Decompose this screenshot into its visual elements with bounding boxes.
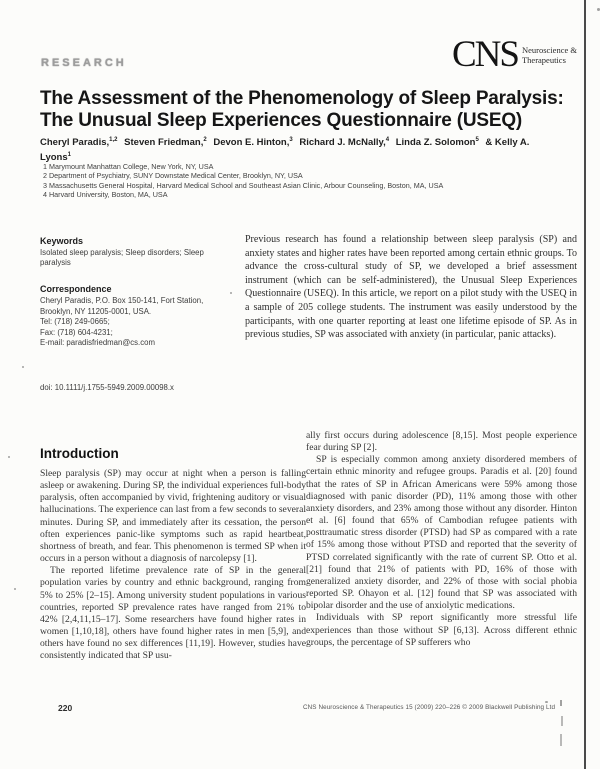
article-title	[40, 88, 570, 132]
doi-line: doi: 10.1111/j.1755-5949.2009.00098.x	[40, 383, 174, 392]
author-name: Devon E. Hinton,$^3$	[213, 137, 293, 149]
keywords-heading: Keywords	[40, 236, 84, 246]
body-column-right	[306, 430, 577, 649]
affiliation-line: 2 Department of Psychiatry, SUNY Downstate Medical Center, Brooklyn, NY, USA	[43, 171, 303, 181]
journal-name-line1: Neuroscience &	[521, 45, 577, 55]
scan-speck	[14, 588, 16, 590]
body-column-left	[40, 446, 306, 663]
journal-logo-acronym: CNS	[452, 34, 518, 75]
affiliation-line: 3 Massachusetts General Hospital, Harvard Medical School and Southeast Asian Clinic, Arbour Counseling, Boston, MA, USA	[43, 180, 444, 190]
abstract-text: Previous research has found a relationship between sleep paralysis (SP) and anxiety states and higher rates have been reported among certain ethnic groups. To advance the cross-cultural study of SP, we developed a brief assessment instrument (which can be self-administered), the Unusual Sleep Experiences Questionnaire (USEQ). In this article, we report on a pilot study with the USEQ in a sample of 205 college students. The instrument was easily understood by the participants, with one quarter reporting at least one lifetime episode of SP. As in previous studies, SP was associated with anxiety (in particular, panic attacks).	[245, 234, 577, 341]
correspondence-block	[40, 284, 225, 349]
author-name: Steven Friedman,$^2$	[124, 137, 207, 149]
correspondence-line: E-mail: paradisfriedman@cs.com	[40, 338, 155, 348]
author-name: Richard J. McNally,$^4$	[299, 137, 390, 149]
introduction-heading: Introduction	[40, 446, 119, 461]
author-affiliation-superscript: 2	[203, 137, 207, 143]
affiliation-list	[43, 163, 563, 200]
keywords-block	[40, 236, 220, 268]
scan-edge-line	[584, 0, 586, 769]
scan-speck	[560, 734, 562, 746]
author-affiliation-superscript: 1,2	[109, 137, 118, 143]
body-paragraph: ally first occurs during adolescence [8,15]. Most people experience fear during SP [2].	[306, 430, 577, 454]
author-name: & Kelly A. Lyons$^1$	[40, 137, 530, 164]
correspondence-lines	[40, 296, 225, 349]
author-name: Cheryl Paradis,$^{1,2}$	[40, 137, 118, 149]
affiliation-line: 1 Marymount Manhattan College, New York, NY, USA	[43, 162, 214, 171]
journal-logo	[452, 36, 592, 74]
author-list	[40, 134, 540, 164]
article-title-line2: The Unusual Sleep Experiences Questionnaire (USEQ)	[40, 110, 523, 131]
scan-speck	[230, 292, 232, 294]
scan-speck	[561, 716, 563, 726]
scan-speck	[8, 456, 10, 458]
body-paragraph: The reported lifetime prevalence rate of SP in the general population varies by country and ethnic background, ranging from 5% to 25% [2–15]. Among university student populations in various countries, reported SP prevalence rates have ranged from 21% to 42% [2,4,11,15–17]. Some researchers have found higher rates in women [1,10,18], others have found higher rates in men [5,9], and others have found no sex differences [11,19]. However, studies have consistently indicated that SP usu-	[40, 565, 306, 662]
scan-speck	[545, 701, 548, 703]
correspondence-line: Cheryl Paradis, P.O. Box 150-141, Fort Station,	[40, 296, 204, 305]
scan-speck	[560, 700, 562, 706]
footer-journal-line: CNS Neuroscience & Therapeutics 15 (2009) 220–226 © 2009 Blackwell Publishing Ltd	[303, 704, 556, 711]
author-affiliation-superscript: 1	[67, 152, 71, 159]
author-affiliation-superscript: 5	[475, 137, 479, 143]
body-paragraph: Individuals with SP report significantly more stressful life experiences than those without SP [6,13]. Across different ethnic groups, the percentage of SP sufferers who	[306, 612, 577, 648]
author-name: Linda Z. Solomon$^5$	[395, 137, 479, 149]
correspondence-line: Brooklyn, NY 11205-0001, USA.	[40, 306, 152, 316]
article-title-line1: The Assessment of the Phenomenology of Sleep Paralysis:	[40, 88, 564, 109]
correspondence-line: Fax: (718) 604-4231;	[40, 327, 113, 337]
journal-name-line2: Therapeutics	[521, 54, 566, 65]
author-affiliation-superscript: 4	[385, 137, 390, 143]
page-number: 220	[58, 703, 73, 713]
body-paragraph: SP is especially common among anxiety disordered members of certain ethnic minority and refugee groups. Paradis et al. [20] found that the rates of SP in African Americans were 59% among those diagnosed with panic disorder (PD), 11% among those with other anxiety disorders, and 23% among those without any disorder. Hinton et al. [6] found that 65% of Cambodian refugee patients with posttraumatic stress disorder (PTSD) had SP as compared with a rate of 15% among those without PTSD and reported that the severity of PTSD correlated significantly with the rate of current SP. Otto et al. [21] found that 21% of patients with PD, 16% of those with generalized anxiety disorder, and 22% of those with social phobia reported SP. Ohayon et al. [12] found that SP was associated with bipolar disorder and the use of anxiolytic medications.	[306, 454, 577, 612]
body-paragraphs-right	[306, 430, 577, 649]
introduction-paragraphs	[40, 468, 306, 663]
body-paragraph: Sleep paralysis (SP) may occur at night when a person is falling asleep or awakening. During SP, the individual experiences full-body paralysis, often accompanied by vivid, frightening auditory or visual hallucinations. The experience can last from a few seconds to several minutes. During SP, and immediately after its cessation, the person often experiences panic-like symptoms such as rapid heartbeat, shortness of breath, and fear. This phenomenon is termed SP when it occurs in a person without a diagnosis of narcolepsy [1].	[40, 468, 306, 565]
correspondence-heading: Correspondence	[40, 284, 112, 294]
correspondence-line: Tel: (718) 249-0665;	[40, 317, 110, 327]
scan-speck	[22, 366, 24, 368]
affiliation-line: 4 Harvard University, Boston, MA, USA	[43, 189, 168, 199]
author-affiliation-superscript: 3	[289, 137, 293, 143]
keywords-text: Isolated sleep paralysis; Sleep disorders; Sleep paralysis	[40, 248, 204, 267]
research-section-label: RESEARCH	[41, 57, 127, 69]
journal-logo-name	[522, 46, 577, 65]
